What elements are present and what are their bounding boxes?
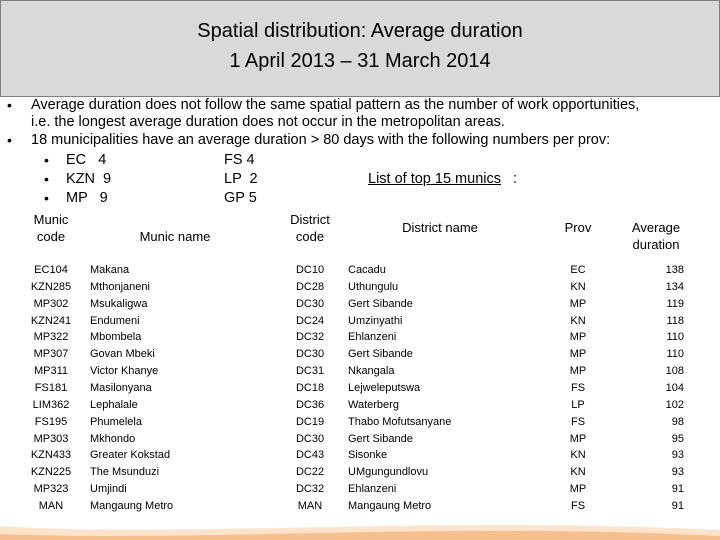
sub-bullet-dot: • bbox=[44, 171, 49, 187]
cell-district-code: DC24 bbox=[295, 314, 325, 327]
cell-munic-name: Masilonyana bbox=[90, 381, 152, 394]
header-avg-duration-line1: Average bbox=[631, 220, 681, 235]
cell-munic-name: Umjindi bbox=[90, 483, 127, 496]
cell-avg-duration: 95 bbox=[671, 432, 684, 445]
cell-munic-code: KZN225 bbox=[30, 466, 72, 479]
cell-district-name: Mangaung Metro bbox=[348, 499, 432, 512]
sub-bullet-dot: • bbox=[44, 152, 49, 168]
header-munic-code bbox=[20, 211, 82, 245]
cell-prov: KN bbox=[570, 466, 586, 479]
slide-title-line-2: 1 April 2013 – 31 March 2014 bbox=[229, 50, 491, 72]
header-prov: Prov bbox=[564, 220, 592, 235]
cell-munic-code: MP307 bbox=[33, 348, 69, 361]
cell-prov: FS bbox=[570, 499, 586, 512]
cell-prov: EC bbox=[570, 264, 586, 276]
header-munic-code-line1: Munic bbox=[33, 212, 69, 227]
cell-district-code: DC32 bbox=[295, 483, 325, 496]
bullet-text: i.e. the longest average duration does not occur in the metropolitan areas. bbox=[31, 114, 505, 130]
header-district-code-line2: code bbox=[295, 229, 325, 244]
cell-munic-code: MP303 bbox=[33, 432, 69, 445]
bullet-text: Average duration does not follow the same spatial pattern as the number of work opportunities, bbox=[31, 97, 640, 113]
cell-munic-code: FS181 bbox=[34, 381, 68, 394]
cell-avg-duration: 98 bbox=[671, 415, 684, 428]
cell-district-code: DC19 bbox=[295, 415, 325, 428]
cell-munic-name: Msukaligwa bbox=[90, 297, 148, 310]
cell-prov: KN bbox=[570, 314, 586, 327]
cell-munic-code: KZN433 bbox=[30, 449, 72, 462]
cell-district-code: DC43 bbox=[295, 449, 325, 462]
bullet-text: 18 municipalities have an average duration > 80 days with the following numbers per prov: bbox=[31, 132, 611, 148]
cell-district-code: DC30 bbox=[295, 348, 325, 361]
cell-avg-duration: 102 bbox=[665, 398, 684, 411]
cell-district-code: DC36 bbox=[295, 398, 325, 411]
cell-district-code: DC31 bbox=[295, 365, 325, 378]
header-district-code-line1: District bbox=[290, 212, 330, 227]
cell-district-code: DC28 bbox=[295, 280, 325, 293]
bullet-dot: • bbox=[7, 132, 12, 148]
cell-prov: FS bbox=[570, 415, 586, 428]
title-box bbox=[0, 0, 720, 97]
cell-prov: MP bbox=[569, 432, 587, 445]
cell-munic-name: Mbombela bbox=[90, 331, 142, 344]
cell-prov: MP bbox=[569, 348, 587, 361]
cell-avg-duration: 118 bbox=[666, 314, 684, 327]
cell-district-name: Umzinyathi bbox=[348, 314, 403, 327]
header-munic-code-line2: code bbox=[36, 229, 66, 244]
cell-avg-duration: 119 bbox=[666, 297, 684, 310]
cell-avg-duration: 93 bbox=[671, 449, 684, 462]
cell-district-name: Waterberg bbox=[348, 398, 399, 411]
cell-district-name: Gert Sibande bbox=[348, 297, 413, 310]
cell-munic-code: MP323 bbox=[33, 483, 69, 496]
cell-district-code: DC18 bbox=[295, 381, 325, 394]
cell-munic-code: MP311 bbox=[33, 365, 69, 378]
cell-district-name: Lejweleputswa bbox=[348, 381, 421, 394]
cell-munic-code: KZN285 bbox=[30, 280, 72, 293]
cell-prov: KN bbox=[570, 449, 586, 462]
cell-prov: LP bbox=[571, 398, 585, 411]
cell-munic-code: MP322 bbox=[33, 331, 69, 344]
cell-avg-duration: 134 bbox=[665, 280, 684, 293]
link-colon: : bbox=[513, 171, 518, 187]
cell-district-name: Gert Sibande bbox=[348, 348, 413, 361]
cell-munic-name: Mangaung Metro bbox=[90, 499, 174, 512]
bullet-dot: • bbox=[7, 97, 12, 113]
header-avg-duration bbox=[620, 219, 692, 253]
cell-munic-name: Mkhondo bbox=[90, 432, 136, 445]
cell-district-name: Cacadu bbox=[348, 264, 386, 276]
prov-count-left: MP 9 bbox=[66, 190, 108, 206]
cell-munic-code: MP302 bbox=[33, 297, 69, 310]
cell-munic-name: Mthonjaneni bbox=[90, 280, 150, 293]
cell-avg-duration: 110 bbox=[666, 348, 684, 361]
header-district-code bbox=[276, 211, 344, 245]
cell-district-code: DC32 bbox=[295, 331, 325, 344]
cell-munic-name: Govan Mbeki bbox=[90, 348, 155, 361]
cell-avg-duration: 138 bbox=[665, 264, 684, 276]
cell-prov: MP bbox=[569, 331, 587, 344]
header-avg-duration-line2: duration bbox=[632, 237, 680, 252]
cell-avg-duration: 110 bbox=[666, 331, 684, 344]
slide-title-line-1: Spatial distribution: Average duration bbox=[197, 20, 523, 42]
cell-munic-code: MAN bbox=[38, 499, 64, 512]
cell-munic-name: The Msunduzi bbox=[90, 466, 160, 479]
cell-avg-duration: 91 bbox=[671, 499, 684, 512]
cell-district-code: DC10 bbox=[295, 264, 325, 276]
header-district-name: District name bbox=[402, 220, 478, 235]
cell-district-name: Ehlanzeni bbox=[348, 331, 397, 344]
sub-bullet-dot: • bbox=[44, 190, 49, 206]
cell-avg-duration: 93 bbox=[671, 466, 684, 479]
cell-prov: FS bbox=[570, 381, 586, 394]
cell-district-code: DC22 bbox=[295, 466, 325, 479]
prov-count-left: EC 4 bbox=[66, 152, 107, 168]
cell-district-code: DC30 bbox=[295, 432, 325, 445]
cell-munic-name: Victor Khanye bbox=[90, 365, 159, 378]
cell-avg-duration: 108 bbox=[665, 365, 684, 378]
cell-district-code: MAN bbox=[297, 499, 323, 512]
cell-prov: MP bbox=[569, 483, 587, 496]
cell-prov: MP bbox=[569, 297, 587, 310]
cell-avg-duration: 104 bbox=[665, 381, 684, 394]
cell-munic-name: Greater Kokstad bbox=[90, 449, 171, 462]
cell-munic-code: LIM362 bbox=[32, 398, 70, 411]
header-munic-name: Munic name bbox=[139, 229, 211, 244]
prov-count-right: GP 5 bbox=[224, 190, 257, 206]
prov-count-right: FS 4 bbox=[224, 152, 255, 168]
cell-district-name: Sisonke bbox=[348, 449, 388, 462]
cell-district-name: Ehlanzeni bbox=[348, 483, 397, 496]
cell-avg-duration: 91 bbox=[671, 483, 684, 496]
cell-prov: MP bbox=[569, 365, 587, 378]
cell-munic-name: Phumelela bbox=[90, 415, 142, 428]
cell-district-name: Nkangala bbox=[348, 365, 395, 378]
cell-district-code: DC30 bbox=[295, 297, 325, 310]
cell-prov: KN bbox=[570, 280, 586, 293]
cell-munic-code: KZN241 bbox=[30, 314, 72, 327]
prov-count-right: LP 2 bbox=[224, 171, 258, 187]
top-munics-link-text: List of top 15 munics bbox=[368, 171, 501, 187]
cell-munic-name: Lephalale bbox=[90, 398, 138, 411]
decorative-swoosh bbox=[0, 508, 720, 540]
cell-district-name: Thabo Mofutsanyane bbox=[348, 415, 452, 428]
cell-munic-code: FS195 bbox=[34, 415, 68, 428]
top-munics-link[interactable] bbox=[368, 171, 501, 187]
cell-district-name: Gert Sibande bbox=[348, 432, 413, 445]
prov-count-left: KZN 9 bbox=[66, 171, 112, 187]
cell-munic-code: EC104 bbox=[34, 264, 68, 276]
cell-munic-name: Endumeni bbox=[90, 314, 140, 327]
cell-district-name: UMgungundlovu bbox=[348, 466, 429, 479]
cell-district-name: Uthungulu bbox=[348, 280, 399, 293]
cell-munic-name: Makana bbox=[90, 264, 130, 276]
